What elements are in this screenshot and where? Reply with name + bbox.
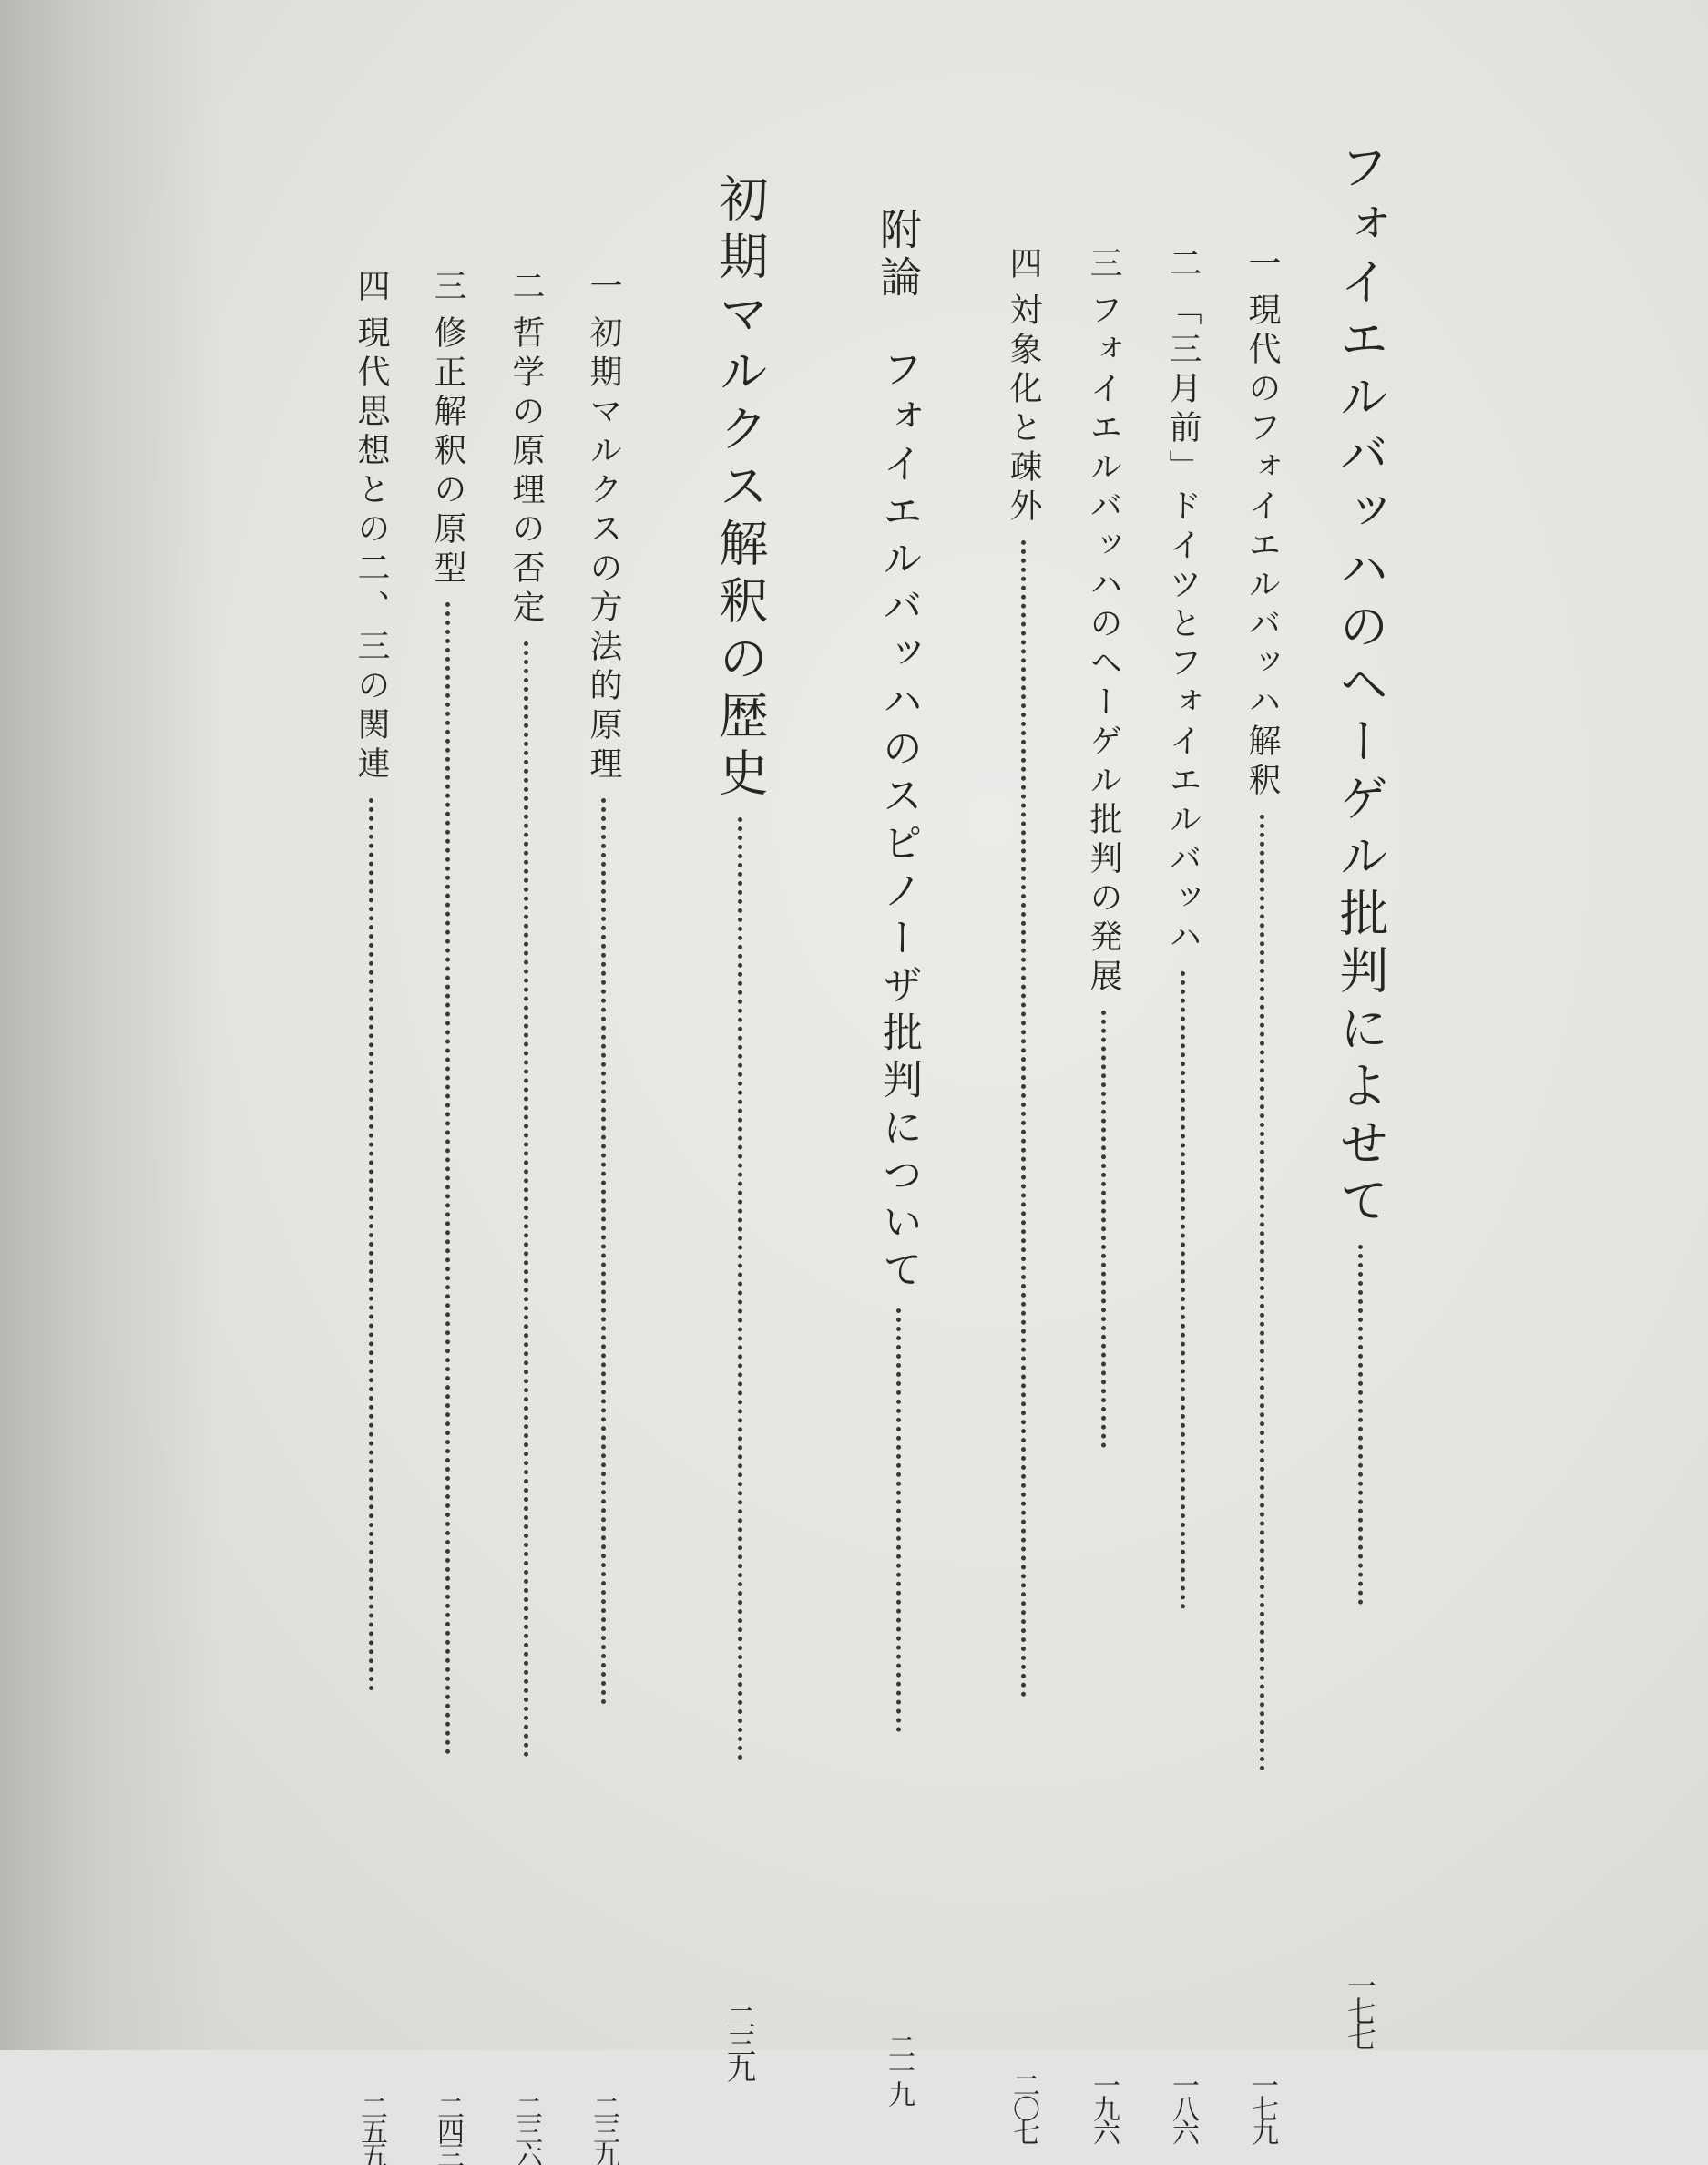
toc-section [424, 269, 470, 2165]
page-number: 二〇七 [1007, 2071, 1039, 2142]
spine-shadow [0, 0, 219, 2050]
section-title: 現代のフォイエルバッハ解釈 [1243, 292, 1281, 802]
dot-leader [1021, 540, 1026, 1698]
toc-section [503, 269, 548, 2165]
toc-appendix [871, 208, 926, 2104]
dot-leader [1260, 815, 1264, 1771]
section-title: 「三月前」ドイツとフォイエルバッハ [1164, 292, 1202, 959]
page-number: 二三九 [722, 2003, 757, 2079]
chapter-title: フォイエルバッハのヘーゲル批判によせて [1332, 141, 1389, 1232]
toc-section [1000, 246, 1046, 2142]
dot-leader [738, 817, 742, 1760]
dot-leader [1358, 1245, 1363, 1605]
section-number: 四 [1005, 246, 1042, 285]
appendix-title: フォイエルバッハのスピノーザ批判について [875, 348, 922, 1296]
appendix-label: 附論 [874, 208, 923, 303]
page-number: 二一九 [883, 2033, 915, 2104]
chapter-title: 初期マルクス解釈の歴史 [711, 173, 769, 805]
toc-section [1239, 246, 1284, 2142]
section-title: 現代思想との二、三の関連 [353, 315, 390, 785]
toc-chapter-early-marx [708, 173, 772, 2079]
page-number: 二三六 [510, 2094, 542, 2165]
section-title: フォイエルバッハのヘーゲル批判の発展 [1085, 292, 1122, 998]
dot-leader [445, 602, 450, 1755]
page-number: 二四三 [432, 2094, 464, 2165]
page-number: 一九六 [1088, 2071, 1120, 2142]
toc-section [348, 269, 394, 2165]
page-number: 一七七 [1343, 1971, 1377, 2047]
section-number: 二 [507, 269, 545, 308]
section-title: 対象化と疎外 [1005, 292, 1042, 528]
section-title: 初期マルクスの方法的原理 [585, 315, 622, 785]
page-number: 一八六 [1167, 2071, 1199, 2142]
dot-leader [369, 798, 373, 1691]
dot-leader [524, 641, 528, 1758]
section-number: 一 [1243, 246, 1281, 285]
page-number: 二三九 [588, 2094, 619, 2165]
toc-section [1080, 246, 1126, 2142]
section-title: 哲学の原理の否定 [507, 315, 545, 629]
section-number: 三 [429, 269, 466, 308]
page-number: 二五五 [355, 2094, 387, 2165]
dot-leader [1101, 1011, 1106, 1448]
section-number: 一 [585, 269, 622, 308]
toc-chapter-feuerbach-hegel [1328, 141, 1392, 2047]
dot-leader [1181, 971, 1185, 1609]
section-number: 四 [353, 269, 390, 308]
section-number: 二 [1164, 246, 1202, 285]
section-number: 三 [1085, 246, 1122, 285]
page-number: 一七九 [1246, 2071, 1278, 2142]
dot-leader [896, 1308, 901, 1732]
section-title: 修正解釈の原型 [429, 315, 466, 590]
toc-section [580, 269, 626, 2165]
toc-section [1160, 246, 1205, 2142]
dot-leader [601, 798, 606, 1705]
